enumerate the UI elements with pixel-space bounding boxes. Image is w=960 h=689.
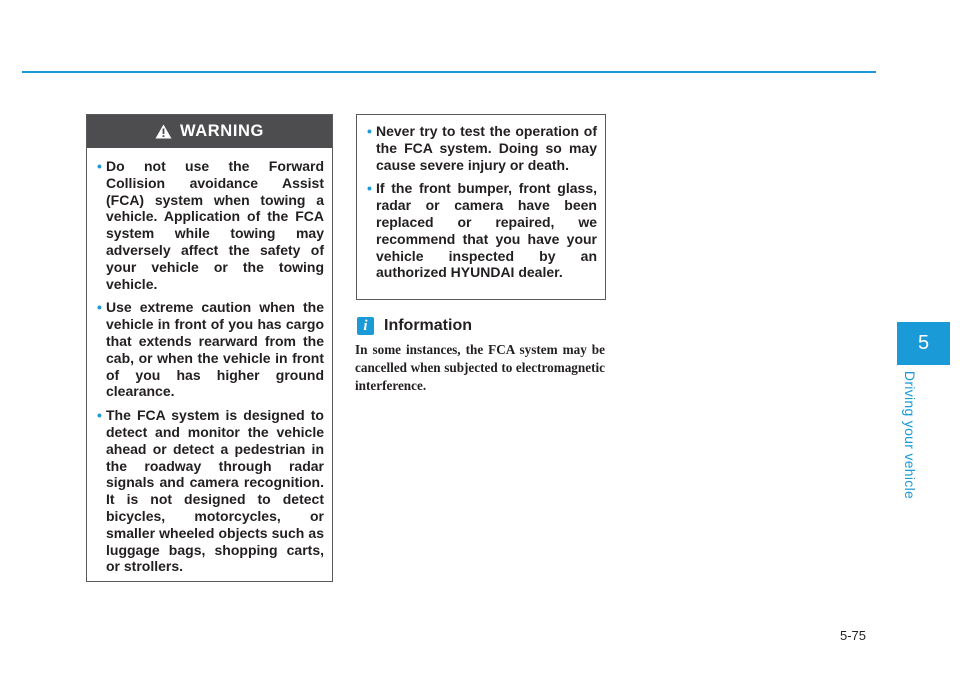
warning-item-text: Use extreme caution when the vehicle in front of you has cargo that extends rearward from the cab, or when the vehicle in front of you has higher ground clearance.	[106, 299, 324, 400]
bullet-icon: •	[367, 123, 372, 139]
page-number: 5-75	[840, 628, 867, 643]
warning-item-text: Do not use the Forward Collision avoidance Assist (FCA) system when towing a vehicle. Application of the FCA system while towing may adversely affect the safety of your vehicle or the towing vehicle.	[106, 158, 324, 292]
warning-item	[97, 407, 324, 575]
bullet-icon: •	[97, 299, 102, 316]
warning-item	[97, 299, 324, 400]
warning-header	[87, 115, 332, 148]
information-body: In some instances, the FCA system may be cancelled when subjected to electromagnetic interference.	[355, 342, 605, 393]
header-rule	[22, 71, 876, 73]
chapter-title	[897, 370, 923, 500]
warning-box	[86, 114, 333, 582]
warning-title: WARNING	[180, 122, 264, 140]
info-icon: i	[357, 317, 374, 335]
chapter-number-tab: 5	[897, 322, 950, 365]
warning-continued-list	[357, 115, 605, 281]
warning-item	[367, 123, 597, 173]
warning-triangle-icon	[155, 124, 172, 139]
warning-item-text: The FCA system is designed to detect and monitor the vehicle ahead or detect a pedestrian in the roadway through radar signals and camera recognition. It is not designed to detect bicycles, motorcycles, or smaller wheeled objects such as luggage bags, shopping carts, or strollers.	[106, 407, 324, 575]
bullet-icon: •	[97, 158, 102, 174]
bullet-icon: •	[367, 180, 372, 197]
warning-continued-box	[356, 114, 606, 300]
information-title: Information	[384, 317, 472, 334]
chapter-title-text: Driving your vehicle	[902, 370, 919, 500]
warning-item	[97, 158, 324, 292]
warning-item-text: Never try to test the operation of the FCA system. Doing so may cause severe injury or death.	[376, 123, 597, 173]
warning-item-text: If the front bumper, front glass, radar or camera have been replaced or repaired, we recommend that you have your vehicle inspected by an authorized HYUNDAI dealer.	[376, 180, 597, 281]
warning-item	[367, 180, 597, 281]
bullet-icon: •	[97, 407, 102, 424]
warning-list	[87, 148, 332, 575]
information-heading	[357, 315, 472, 337]
